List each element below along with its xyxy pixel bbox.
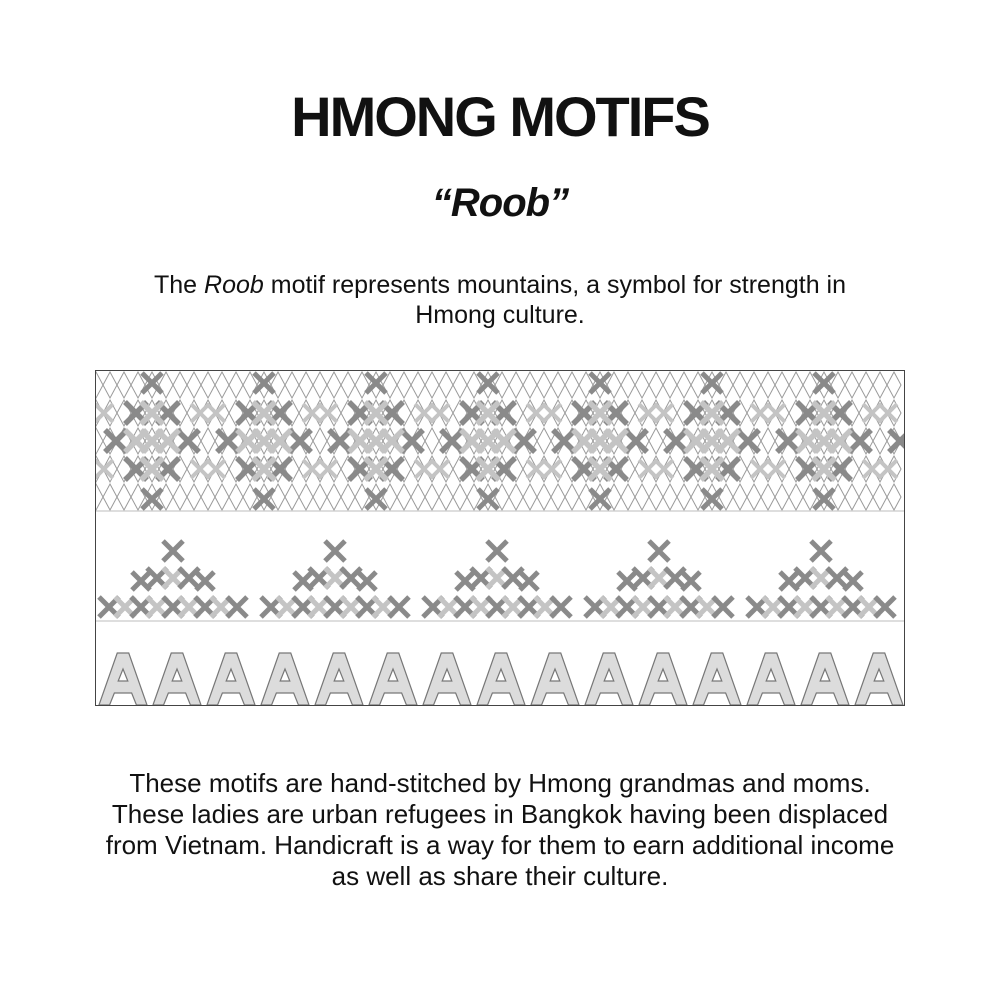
- letter-a-shape: [477, 653, 525, 705]
- cross-stitch-x: [294, 572, 312, 590]
- mountain-group: [585, 541, 733, 617]
- cross-stitch-x: [365, 402, 387, 424]
- cross-stitch-x: [142, 489, 162, 509]
- diamond-outline: [425, 484, 439, 510]
- diamond-outline: [397, 484, 411, 510]
- diamond-outline: [747, 484, 761, 510]
- cross-stitch-x: [478, 489, 498, 509]
- cross-stitch-x: [813, 458, 835, 480]
- cross-stitch-x: [513, 430, 535, 452]
- cross-stitch-x: [863, 460, 881, 478]
- diamond-outline: [509, 372, 523, 398]
- diamond-outline: [117, 372, 131, 398]
- diamond-outline: [845, 372, 859, 398]
- cross-stitch-x: [503, 568, 523, 588]
- cross-stitch-x: [590, 489, 610, 509]
- diamond-outline: [859, 484, 873, 510]
- cross-stitch-x: [366, 489, 386, 509]
- diamond-outline: [761, 428, 775, 454]
- diamond-outline: [887, 372, 901, 398]
- page-title: HMONG MOTIFS: [291, 85, 709, 148]
- diamond-outline: [761, 372, 775, 398]
- cross-stitch-x: [319, 460, 337, 478]
- cross-stitch-x: [665, 568, 685, 588]
- cross-stitch-x: [289, 430, 311, 452]
- cross-stitch-x: [365, 430, 387, 452]
- diamond-outline: [565, 484, 579, 510]
- cross-stitch-x: [227, 597, 247, 617]
- cross-stitch-x: [477, 458, 499, 480]
- diamond-outline: [887, 484, 901, 510]
- cross-stitch-x: [478, 373, 498, 393]
- cross-stitch-x: [590, 373, 610, 393]
- diamond-outline: [229, 484, 243, 510]
- cross-stitch-x: [191, 404, 209, 422]
- cross-stitch-x: [780, 572, 798, 590]
- cross-stitch-x: [456, 572, 474, 590]
- cross-stitch-x: [132, 572, 150, 590]
- cross-stitch-x: [543, 404, 561, 422]
- diamond-outline: [733, 372, 747, 398]
- cross-stitch-x: [713, 597, 733, 617]
- letter-a-shape: [315, 653, 363, 705]
- cross-stitch-x: [477, 430, 499, 452]
- cross-stitch-x: [441, 430, 463, 452]
- cross-stitch-x: [96, 460, 113, 478]
- diamond-outline: [229, 372, 243, 398]
- cross-stitch-x: [879, 460, 897, 478]
- cross-stitch-x: [358, 572, 376, 590]
- cross-stitch-x: [319, 404, 337, 422]
- cross-stitch-x: [863, 404, 881, 422]
- cross-stitch-x: [389, 597, 409, 617]
- cross-stitch-x: [777, 430, 799, 452]
- diamond-outline: [397, 372, 411, 398]
- diamond-outline: [439, 372, 453, 398]
- letter-a-shape: [369, 653, 417, 705]
- cross-stitch-x: [163, 541, 183, 561]
- cross-stitch-x: [702, 489, 722, 509]
- cross-stitch-x: [96, 404, 113, 422]
- diamond-outline: [453, 484, 467, 510]
- cross-stitch-x: [813, 430, 835, 452]
- cross-stitch-x: [141, 458, 163, 480]
- cross-stitch-x: [141, 430, 163, 452]
- diamond-outline: [551, 484, 565, 510]
- diamond-outline: [621, 484, 635, 510]
- cross-stitch-x: [701, 458, 723, 480]
- diamond-outline: [96, 428, 103, 454]
- cross-stitch-x: [701, 430, 723, 452]
- diamond-outline: [565, 372, 579, 398]
- cross-stitch-x: [415, 404, 433, 422]
- cross-stitch-x: [365, 458, 387, 480]
- letter-a-shape: [693, 653, 741, 705]
- diamond-outline: [103, 372, 117, 398]
- letter-a-band: [99, 653, 903, 705]
- motif-name: “Roob”: [431, 181, 569, 225]
- diamond-outline: [649, 484, 663, 510]
- diamond-outline: [747, 372, 761, 398]
- diamond-outline: [537, 372, 551, 398]
- diamond-outline: [509, 484, 523, 510]
- cross-stitch-x: [253, 430, 275, 452]
- diamond-outline: [299, 372, 313, 398]
- diamond-outline: [341, 484, 355, 510]
- diamond-outline: [551, 372, 565, 398]
- mountain-group: [261, 541, 409, 617]
- cross-stitch-x: [477, 402, 499, 424]
- cross-stitch-x: [325, 541, 345, 561]
- cross-stitch-x: [543, 460, 561, 478]
- cross-stitch-x: [366, 373, 386, 393]
- cross-stitch-x: [702, 373, 722, 393]
- diamond-outline: [439, 484, 453, 510]
- diamond-outline: [285, 372, 299, 398]
- cross-stitch-x: [701, 402, 723, 424]
- letter-a-shape: [261, 653, 309, 705]
- diamond-outline: [411, 484, 425, 510]
- diamond-outline: [425, 428, 439, 454]
- diamond-outline: [523, 484, 537, 510]
- diamond-outline: [523, 372, 537, 398]
- diamond-outline: [775, 372, 789, 398]
- letter-a-shape: [99, 653, 147, 705]
- cross-stitch-x: [329, 430, 351, 452]
- cross-stitch-x: [142, 373, 162, 393]
- letter-a-shape: [855, 653, 903, 705]
- diamond-outline: [775, 484, 789, 510]
- diamond-outline: [187, 372, 201, 398]
- diamond-outline: [873, 372, 887, 398]
- cross-stitch-x: [655, 404, 673, 422]
- roob-motif-panel: [95, 370, 905, 706]
- diamond-outline: [201, 372, 215, 398]
- diamond-outline: [103, 484, 117, 510]
- cross-stitch-x: [191, 460, 209, 478]
- cross-stitch-x: [401, 430, 423, 452]
- cross-stitch-x: [179, 568, 199, 588]
- intro-text: [150, 270, 850, 330]
- cross-stitch-x: [767, 460, 785, 478]
- letter-a-shape: [153, 653, 201, 705]
- cross-stitch-x: [487, 541, 507, 561]
- diamond-outline: [537, 428, 551, 454]
- cross-stitch-x: [177, 430, 199, 452]
- cross-stitch-x: [751, 460, 769, 478]
- diamond-outline: [873, 484, 887, 510]
- cross-stitch-x: [105, 430, 127, 452]
- cross-stitch-x: [751, 404, 769, 422]
- diamond-outline: [873, 428, 887, 454]
- letter-a-shape: [747, 653, 795, 705]
- cross-stitch-x: [341, 568, 361, 588]
- diamond-outline: [761, 484, 775, 510]
- cross-stitch-x: [527, 404, 545, 422]
- diamond-outline: [313, 372, 327, 398]
- letter-a-shape: [207, 653, 255, 705]
- cross-stitch-x: [844, 572, 862, 590]
- diamond-outline: [411, 372, 425, 398]
- cross-stitch-x: [196, 572, 214, 590]
- cross-stitch-x: [849, 430, 871, 452]
- cross-stitch-x: [254, 489, 274, 509]
- diamond-outline: [537, 484, 551, 510]
- cross-stitch-x: [431, 404, 449, 422]
- cross-stitch-x: [415, 460, 433, 478]
- letter-a-shape: [585, 653, 633, 705]
- diamond-outline: [677, 484, 691, 510]
- diamond-outline: [677, 372, 691, 398]
- cross-stitch-x: [589, 430, 611, 452]
- intro-emphasis: Roob: [204, 271, 264, 299]
- cross-stitch-x: [303, 460, 321, 478]
- cross-stitch-x: [207, 404, 225, 422]
- diamond-outline: [845, 484, 859, 510]
- mountain-group: [423, 541, 571, 617]
- diamond-outline: [327, 372, 341, 398]
- diamond-outline: [635, 484, 649, 510]
- cross-stitch-x: [589, 402, 611, 424]
- cross-stitch-x: [527, 460, 545, 478]
- cross-stitch-x: [625, 430, 647, 452]
- cross-stitch-x: [827, 568, 847, 588]
- intro-before: The: [154, 271, 205, 299]
- cross-stitch-x: [639, 460, 657, 478]
- diamond-outline: [96, 484, 103, 510]
- cross-stitch-x: [520, 572, 538, 590]
- diamond-outline: [313, 428, 327, 454]
- diamond-outline: [173, 372, 187, 398]
- cross-stitch-x: [655, 460, 673, 478]
- diamond-outline: [789, 484, 803, 510]
- cross-stitch-x: [253, 402, 275, 424]
- diamond-outline: [187, 484, 201, 510]
- cross-stitch-x: [814, 489, 834, 509]
- cross-stitch-x: [254, 373, 274, 393]
- diamond-outline: [215, 372, 229, 398]
- cross-stitch-x: [207, 460, 225, 478]
- cross-stitch-x: [553, 430, 575, 452]
- diamond-outline: [663, 484, 677, 510]
- cross-stitch-x: [814, 373, 834, 393]
- cross-stitch-x: [589, 458, 611, 480]
- cross-stitch-x: [303, 404, 321, 422]
- diamond-outline: [663, 372, 677, 398]
- mountain-group: [99, 541, 247, 617]
- cross-stitch-x: [639, 404, 657, 422]
- cross-stitch-x: [551, 597, 571, 617]
- diamond-outline: [285, 484, 299, 510]
- diamond-outline: [215, 484, 229, 510]
- diamond-outline: [173, 484, 187, 510]
- mountain-cross-band: [96, 541, 905, 621]
- letter-a-shape: [423, 653, 471, 705]
- cross-stitch-x: [875, 597, 895, 617]
- diamond-outline: [341, 372, 355, 398]
- cross-stitch-x: [665, 430, 687, 452]
- cross-stitch-x: [141, 402, 163, 424]
- diamond-outline: [425, 372, 439, 398]
- cross-stitch-x: [253, 458, 275, 480]
- diamond-outline: [313, 484, 327, 510]
- diamond-outline: [649, 428, 663, 454]
- cross-stitch-x: [217, 430, 239, 452]
- diamond-outline: [649, 372, 663, 398]
- diamond-outline: [453, 372, 467, 398]
- diamond-outline: [117, 484, 131, 510]
- diamond-outline: [327, 484, 341, 510]
- diamond-outline: [789, 372, 803, 398]
- cross-stitch-x: [431, 460, 449, 478]
- diamond-outline: [299, 484, 313, 510]
- diamond-outline: [96, 372, 103, 398]
- cross-stitch-x: [682, 572, 700, 590]
- intro-after: motif represents mountains, a symbol for strength in Hmong culture.: [263, 271, 846, 329]
- letter-a-shape: [639, 653, 687, 705]
- diamond-outline: [733, 484, 747, 510]
- cross-stitch-x: [879, 404, 897, 422]
- story-paragraph: These motifs are hand-stitched by Hmong grandmas and moms. These ladies are urban refugees in Bangkok having been displaced from Vietnam. Handicraft is a way for them to earn additional income as well as share their culture.: [105, 768, 895, 891]
- diamond-outline: [859, 372, 873, 398]
- roob-motif-illustration: [96, 371, 905, 706]
- cross-stitch-x: [737, 430, 759, 452]
- cross-stitch-x: [618, 572, 636, 590]
- diamond-outline: [201, 428, 215, 454]
- letter-a-shape: [801, 653, 849, 705]
- cross-stitch-x: [811, 541, 831, 561]
- diamond-outline: [201, 484, 215, 510]
- diamond-cross-band: [96, 372, 905, 511]
- diamond-outline: [621, 372, 635, 398]
- letter-a-shape: [531, 653, 579, 705]
- cross-stitch-x: [813, 402, 835, 424]
- mountain-group: [747, 541, 895, 617]
- diamond-outline: [635, 372, 649, 398]
- cross-stitch-x: [649, 541, 669, 561]
- cross-stitch-x: [767, 404, 785, 422]
